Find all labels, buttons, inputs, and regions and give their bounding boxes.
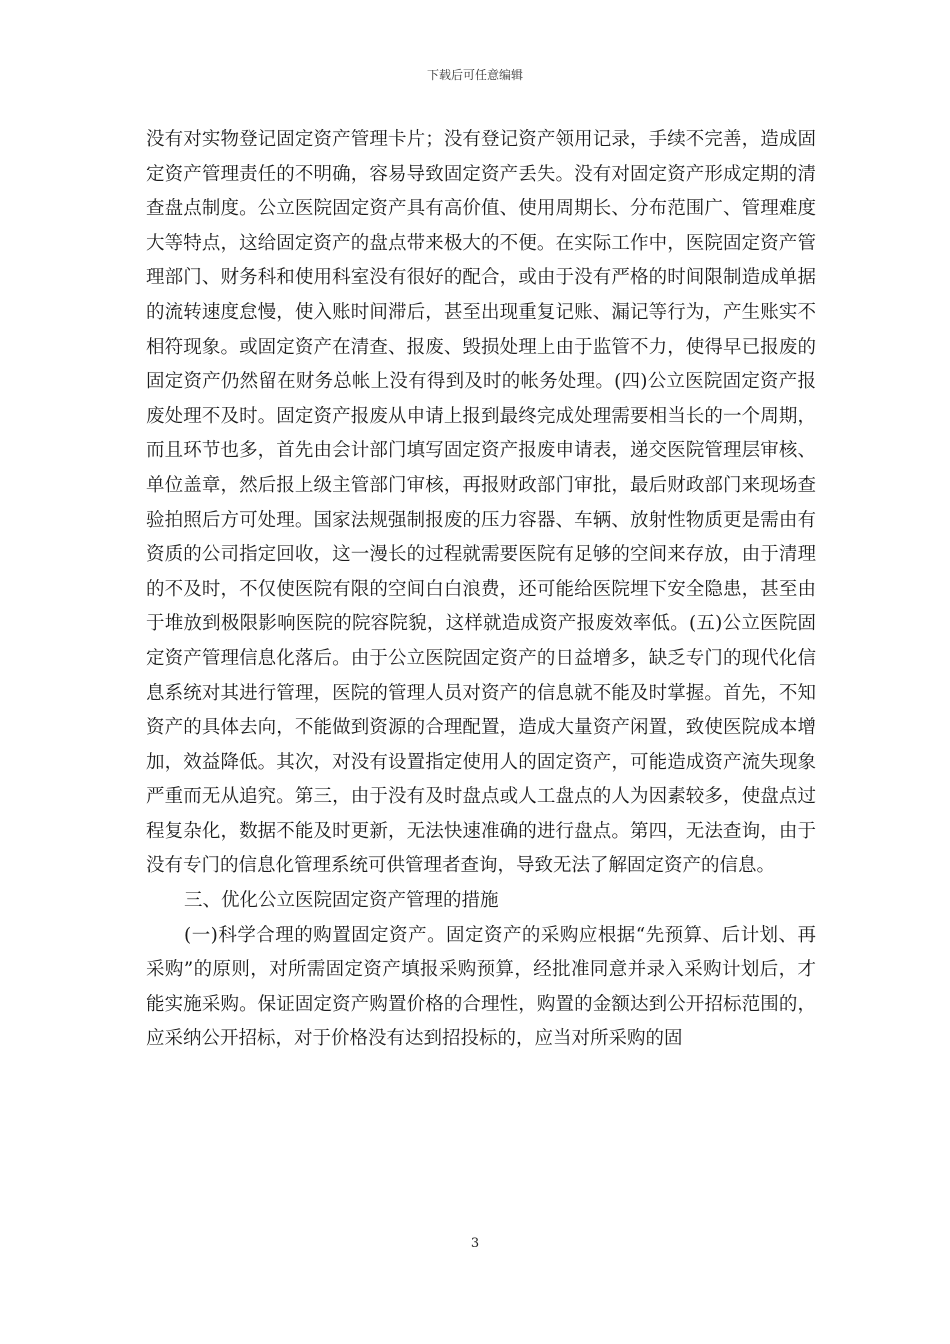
paragraph-continued: 没有对实物登记固定资产管理卡片；没有登记资产领用记录，手续不完善，造成固定资产管理责任的不明确，容易导致固定资产丢失。没有对固定资产形成定期的清查盘点制度。公立医院固定资产具有高价值、使用周期长、分布范围广、管理难度大等特点，这给固定资产的盘点带来极大的不便。在实际工作中，医院固定资产管理部门、财务科和使用科室没有很好的配合，或由于没有严格的时间限制造成单据的流转速度怠慢，使入账时间滞后，甚至出现重复记账、漏记等行为，产生账实不相符现象。或固定资产在清查、报废、毁损处理上由于监管不力，使得早已报废的固定资产仍然留在财务总帐上没有得到及时的帐务处理。(四)公立医院固定资产报废处理不及时。固定资产报废从申请上报到最终完成处理需要相当长的一个周期，而且环节也多，首先由会计部门填写固定资产报废申请表，递交医院管理层审核、单位盖章，然后报上级主管部门审核，再报财政部门审批，最后财政部门来现场查验拍照后方可处理。国家法规强制报废的压力容器、车辆、放射性物质更是需由有资质的公司指定回收，这一漫长的过程就需要医院有足够的空间来存放，由于清理的不及时，不仅使医院有限的空间白白浪费，还可能给医院埋下安全隐患，甚至由于堆放到极限影响医院的院容院貌，这样就造成资产报废效率低。(五)公立医院固定资产管理信息化落后。由于公立医院固定资产的日益增多，缺乏专门的现代化信息系统对其进行管理，医院的管理人员对资产的信息就不能及时掌握。首先，不知资产的具体去向，不能做到资源的合理配置，造成大量资产闲置，致使医院成本增加，效益降低。其次，对没有设置指定使用人的固定资产，可能造成资产流失现象严重而无从追究。第三，由于没有及时盘点或人工盘点的人为因素较多，使盘点过程复杂化，数据不能及时更新，无法快速准确的进行盘点。第四，无法查询，由于没有专门的信息化管理系统可供管理者查询，导致无法了解固定资产的信息。 xyxy=(146,129,816,877)
paragraph: (一)科学合理的购置固定资产。固定资产的采购应根据“先预算、后计划、再采购”的原则，对所需固定资产填报采购预算，经批准同意并录入采购计划后，才能实施采购。保证固定资产购置价格的合理性，购置的金额达到公开招标范围的，应采纳公开招标，对于价格没有达到招投标的，应当对所采购的固 xyxy=(146,924,816,1050)
body-text xyxy=(146,123,816,1057)
page-number: 3 xyxy=(470,1236,480,1251)
page-header: 下载后可任意编辑 xyxy=(426,68,523,82)
section-heading: 三、优化公立医院固定资产管理的措施 xyxy=(184,890,499,912)
